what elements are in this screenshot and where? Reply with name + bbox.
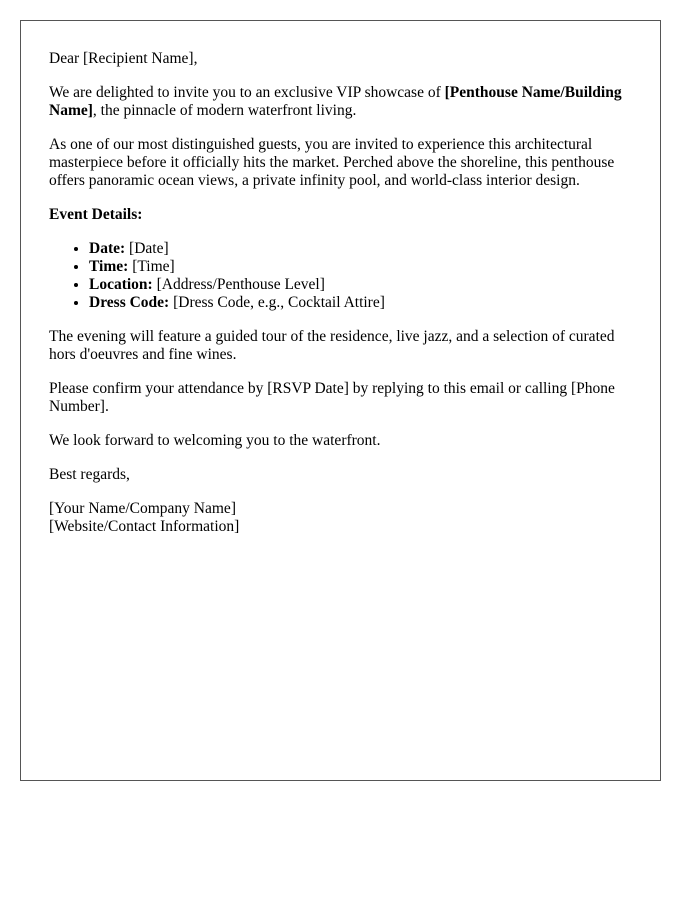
signature-contact: [Website/Contact Information] — [49, 518, 240, 535]
closing-line: We look forward to welcoming you to the waterfront. — [49, 432, 381, 449]
detail-label: Time: — [89, 258, 129, 275]
greeting: Dear [Recipient Name], — [49, 50, 198, 67]
signature-block — [49, 500, 632, 536]
detail-time — [89, 258, 632, 276]
detail-dress-code — [89, 294, 632, 312]
signature-name: [Your Name/Company Name] — [49, 500, 236, 517]
detail-value: [Date] — [125, 240, 169, 257]
intro-text-before: We are delighted to invite you to an exclusive VIP showcase of — [49, 84, 445, 101]
detail-value: [Address/Penthouse Level] — [152, 276, 325, 293]
detail-location — [89, 276, 632, 294]
sign-off: Best regards, — [49, 466, 130, 483]
detail-label: Dress Code: — [89, 294, 170, 311]
detail-label: Date: — [89, 240, 126, 257]
event-details-list — [49, 240, 632, 312]
rsvp-paragraph: Please confirm your attendance by [RSVP Date] by replying to this email or calling [Phone Number]. — [49, 380, 615, 415]
description-paragraph: As one of our most distinguished guests, you are invited to experience this architectural masterpiece before it officially hits the market. Perched above the shoreline, this penthouse offers panoramic ocean views, a private infinity pool, and world-class interior design. — [49, 136, 615, 189]
detail-value: [Dress Code, e.g., Cocktail Attire] — [169, 294, 385, 311]
event-details-heading: Event Details: — [49, 206, 143, 223]
detail-value: [Time] — [128, 258, 175, 275]
detail-label: Location: — [89, 276, 153, 293]
intro-text-after: , the pinnacle of modern waterfront living. — [92, 102, 357, 119]
evening-paragraph: The evening will feature a guided tour of the residence, live jazz, and a selection of curated hors d'oeuvres and fine wines. — [49, 328, 615, 363]
invitation-letter — [20, 20, 661, 781]
detail-date — [89, 240, 632, 258]
property-name: [Penthouse Name/Building Name] — [49, 84, 622, 119]
intro-paragraph — [49, 84, 632, 120]
